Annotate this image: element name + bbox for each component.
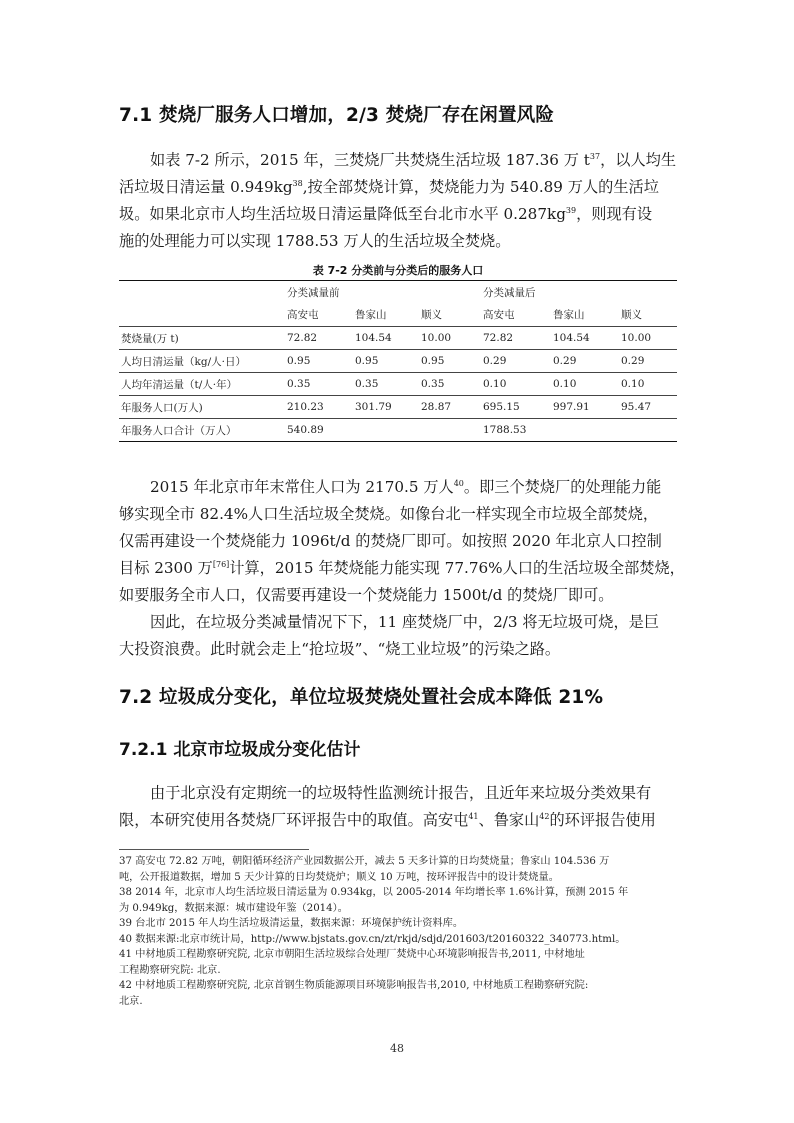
table-cell: 28.87	[419, 396, 481, 419]
footnote-38-cont: 为 0.949kg，数据来源：城市建设年鉴（2014）。	[119, 902, 348, 914]
table-cell: 104.54	[353, 327, 419, 350]
text-line: 仅需再建设一个焚烧能力 1096t/d 的焚烧厂即可。如按照 2020 年北京人口控制	[119, 532, 662, 550]
footnote-42: 42 中材地质工程勘察研究院, 北京首钢生物质能源项目环境影响报告书,2010, 中材地质工程勘察研究院:	[119, 980, 589, 991]
section-heading-7-1: 7.1 焚烧厂服务人口增加，2/3 焚烧厂存在闲置风险	[119, 105, 555, 126]
paragraph-incineration-capacity	[119, 147, 677, 255]
table-cell: 0.29	[619, 350, 677, 373]
table-cell: 0.10	[619, 373, 677, 396]
footnotes	[119, 854, 681, 1009]
footnote-37-cont: 吨，公开报道数据，增加 5 天少计算的日均焚烧炉；顺义 10 万吨，按环评报告中的设计焚烧量。	[119, 871, 559, 883]
table-cell: 72.82	[285, 327, 353, 350]
table-row	[119, 373, 677, 396]
table-cell: 0.10	[551, 373, 619, 396]
table-row	[119, 396, 677, 419]
table-cell: 0.35	[285, 373, 353, 396]
table-cell: 72.82	[481, 327, 551, 350]
footnote-ref-40[interactable]: 40	[453, 478, 464, 488]
table-cell: 10.00	[619, 327, 677, 350]
text-line: 够实现全市 82.4%人口生活垃圾全焚烧。如像台北一样实现全市垃圾全部焚烧，	[119, 505, 659, 523]
text-line: 目标 2300 万[76]计算，2015 年焚烧能力能实现 77.76%人口的生活垃圾全部焚烧，	[119, 559, 685, 577]
column-header: 高安屯	[481, 303, 551, 327]
table-cell: 0.35	[419, 373, 481, 396]
paragraph-beijing-population	[119, 474, 685, 609]
table-corner-cell	[119, 281, 285, 304]
column-header: 鲁家山	[353, 303, 419, 327]
column-header: 顺义	[619, 303, 677, 327]
table-cell: 0.35	[353, 373, 419, 396]
table-column-header-row	[119, 303, 677, 327]
column-header: 高安屯	[285, 303, 353, 327]
table-row	[119, 327, 677, 350]
footnote-ref-41[interactable]: 41	[468, 811, 479, 821]
subsection-heading-7-2-1: 7.2.1 北京市垃圾成分变化估计	[119, 740, 361, 760]
text-line: 限，本研究使用各焚烧厂环评报告中的取值。高安屯$^{41}$、鲁家山$^{42}$的环评报告使用	[119, 811, 656, 829]
row-label: 焚烧量(万 t)	[119, 327, 285, 350]
text-line: 圾。如果北京市人均生活垃圾日清运量降低至台北市水平 $0.287kg^{39}$，则现有设	[119, 205, 653, 223]
text-line: 如表 7-2 所示，2015 年，三焚烧厂共焚烧生活垃圾 187.36 万 $t^{37}$，以人均生	[150, 151, 677, 169]
table-cell: 0.10	[481, 373, 551, 396]
paragraph-waste-composition	[119, 780, 677, 834]
service-population-table	[119, 280, 677, 442]
footnote-37: 37 高安屯 72.82 万吨，朝阳循环经济产业园数据公开，减去 5 天多计算的日均焚烧量；鲁家山 104.536 万	[119, 856, 610, 867]
column-header: 顺义	[419, 303, 481, 327]
page-number: 48	[390, 1042, 404, 1055]
footnote-40: 40 数据来源:北京市统计局，http://www.bjstats.gov.cn/zt/rkjd/sdjd/201603/t20160322_340773.html。	[119, 933, 626, 945]
group-header-after: 分类减量后	[481, 281, 677, 304]
footnote-39: 39 台北市 2015 年人均生活垃圾清运量，数据来源：环境保护统计资料库。	[119, 918, 464, 929]
row-label: 年服务人口(万人)	[119, 396, 285, 419]
table-cell: 0.29	[481, 350, 551, 373]
footnote-41: 41 中材地质工程勘察研究院, 北京市朝阳生活垃圾综合处理厂焚烧中心环境影响报告书,2011, 中材地址	[119, 949, 585, 960]
table-cell: 0.95	[353, 350, 419, 373]
table-cell: 104.54	[551, 327, 619, 350]
table-row	[119, 350, 677, 373]
text-line: 由于北京没有定期统一的垃圾特性监测统计报告，且近年来垃圾分类效果有	[150, 784, 652, 802]
total-before-cell: 540.89	[285, 419, 481, 442]
table-cell: 301.79	[353, 396, 419, 419]
footnote-ref-42[interactable]: 42	[539, 811, 550, 821]
paragraph-investment-waste	[119, 609, 677, 663]
text-line: 施的处理能力可以实现 1788.53 万人的生活垃圾全焚烧。	[119, 232, 511, 250]
group-header-before: 分类减量前	[285, 281, 481, 304]
section-heading-7-2: 7.2 垃圾成分变化，单位垃圾焚烧处置社会成本降低 21%	[119, 687, 604, 708]
footnote-divider	[119, 849, 309, 850]
citation-ref-76[interactable]: [76]	[212, 559, 230, 569]
table-total-row	[119, 419, 677, 442]
table-cell: 210.23	[285, 396, 353, 419]
text-line: 如要服务全市人口，仅需要再建设一个焚烧能力 1500t/d 的焚烧厂即可。	[119, 586, 614, 604]
table-cell: 695.15	[481, 396, 551, 419]
table-cell: 95.47	[619, 396, 677, 419]
table-cell: 0.29	[551, 350, 619, 373]
row-label: 年服务人口合计（万人）	[119, 419, 285, 442]
footnote-ref-37[interactable]: 37	[589, 151, 601, 161]
column-header: 鲁家山	[551, 303, 619, 327]
table-cell: 0.95	[419, 350, 481, 373]
table-caption: 表 7-2 分类前与分类后的服务人口	[312, 264, 484, 277]
row-label: 人均日清运量（kg/人·日）	[119, 350, 285, 373]
text-line: 活垃圾日清运量 $0.949kg^{38}$,按全部焚烧计算，焚烧能力为 540.89 万人的生活垃	[119, 178, 659, 196]
total-after-cell: 1788.53	[481, 419, 677, 442]
table-cell: 10.00	[419, 327, 481, 350]
footnote-38: 38 2014 年，北京市人均生活垃圾日清运量为 0.934kg，以 2005-2014 年均增长率 1.6%计算，预测 2015 年	[119, 887, 629, 898]
text-line: 因此，在垃圾分类减量情况下下，11 座焚烧厂中，2/3 将无垃圾可烧，是巨	[150, 613, 660, 631]
footnote-41-cont: 工程勘察研究院: 北京.	[119, 964, 221, 976]
table-cell: 997.91	[551, 396, 619, 419]
table-cell: 0.95	[285, 350, 353, 373]
footnote-42-cont: 北京.	[119, 995, 143, 1007]
row-label: 人均年清运量（t/人·年）	[119, 373, 285, 396]
footnote-ref-39[interactable]: 39	[565, 205, 577, 215]
table-group-header-row	[119, 281, 677, 304]
text-line: 2015 年北京市年末常住人口为 2170.5 万人$^{40}$。即三个焚烧厂的处理能力能	[150, 478, 662, 496]
text-line: 大投资浪费。此时就会走上“抢垃圾”、“烧工业垃圾”的污染之路。	[119, 640, 561, 658]
footnote-ref-38[interactable]: 38	[292, 178, 303, 188]
